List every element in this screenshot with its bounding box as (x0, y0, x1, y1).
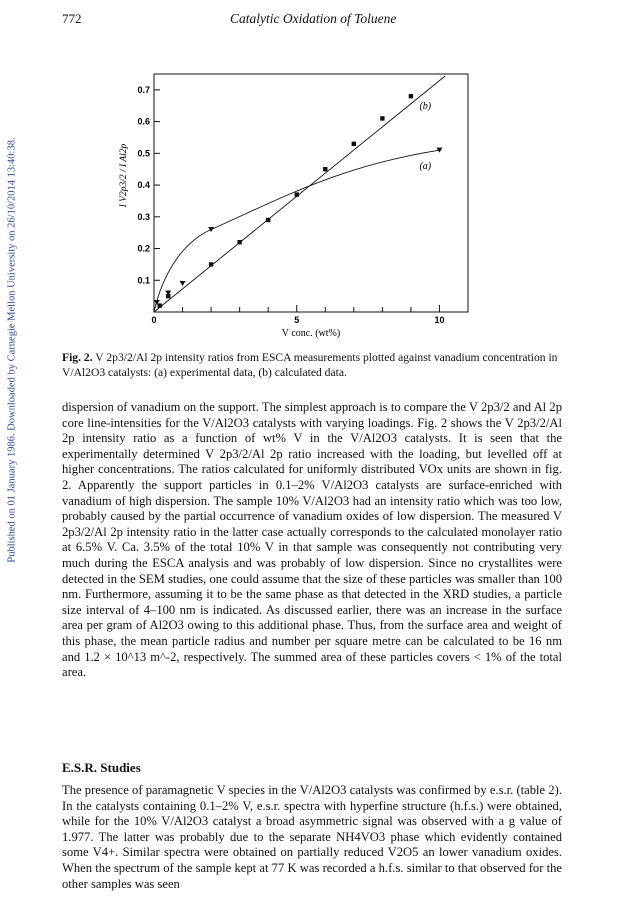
series-b-point-5 (295, 192, 299, 196)
series-b-point-8 (380, 116, 384, 120)
page-number: 772 (62, 11, 82, 26)
body-paragraph-2: The presence of paramagnetic V species in the V/Al2O3 catalysts was confirmed by e.s.r. (table 2). In the catalysts containing 0.1–2% V, e.s.r. spectra with hyperfine structure (h.f.s.) were obtained, while for the 10% V/Al2O3 catalyst a broad asymmetric signal was observed with a g value of 1.977. The latter was probably due to the separate NH4VO3 phase which evidently contained some V4+. Similar spectra were obtained on partially reduced V2O5 an lower vanadium oxides. When the spectrum of the sample kept at 77 K was recorded a h.f.s. similar to that observed for the other samples was seen (62, 783, 562, 891)
section-heading: E.S.R. Studies (62, 760, 141, 775)
x-tick-label-0: 0 (151, 315, 157, 325)
body-paragraph-1: dispersion of vanadium on the support. The simplest approach is to compare the V 2p3/2 and Al 2p core line-intensities for the V/Al2O3 catalysts with varying loadings. Fig. 2 shows the V 2p3/2/Al 2p intensity ratio as a function of wt% V in the V/Al2O3 catalysts. It is seen that the experimentally determined V 2p3/2/Al 2p ratio increased with the loading, but levelled off at higher concentrations. The ratios calculated for uniformly distributed VOx units are shown in fig. 2. Apparently the support particles in 0.1–2% V/Al2O3 catalysts are surface-enriched with vanadium of high dispersion. The sample 10% V/Al2O3 had an intensity ratio which was too low, probably caused by the partial occurrence of vanadium oxides of low dispersion. The measured V 2p3/2/Al 2p intensity ratio in the latter case actually corresponds to the calculated monolayer ratio at 6.5% V. Ca. 3.5% of the total 10% V in that sample was consequently not contributing very much during the ESCA analysis and was probably of low dispersion. Since no crystallites were detected in the SEM studies, one could assume that the size of these particles was smaller than 100 nm. Furthermore, assuming it to be the same phase as that detected in the XRD studies, a particle size interval of 4–100 nm is indicated. As discussed earlier, there was an increase in the surface area per gram of Al2O3 owing to this additional phase. Thus, from the surface area and weight of this phase, the mean particle radius and number per square metre can be calculated to be 16 nm and 1.2 × 10^13 m^-2, respectively. The summed area of these particles covers < 1% of the total area. (62, 400, 562, 680)
download-notice-text: Published on 01 January 1986. Downloaded by Carnegie Mellon University on 26/10/2014 13:40:38. (6, 137, 18, 563)
figure-2-chart (98, 66, 478, 346)
x-tick-label-1: 5 (294, 315, 300, 325)
series-a-point-3 (208, 227, 214, 232)
series-b-point-4 (266, 218, 270, 222)
series-a-label: (a) (419, 161, 432, 173)
x-axis-label: V conc. (wt%) (281, 328, 341, 339)
series-b-point-6 (323, 167, 327, 171)
series-b-label: (b) (419, 100, 432, 112)
download-notice (4, 30, 20, 670)
figure-label: Fig. 2. (62, 351, 93, 364)
series-b-point-9 (409, 94, 413, 98)
figure-caption-text: V 2p3/2/Al 2p intensity ratios from ESCA measurements plotted against vanadium concentration in V/Al2O3 catalysts: (a) experimental data, (b) calculated data. (62, 351, 558, 379)
series-b-point-3 (237, 240, 241, 244)
series-b-point-2 (209, 262, 213, 266)
y-tick-label-1: 0.2 (137, 243, 150, 254)
y-tick-label-4: 0.5 (137, 148, 150, 159)
series-b-point-1 (166, 294, 170, 298)
y-tick-label-6: 0.7 (137, 84, 150, 95)
series-a-curve (154, 150, 439, 312)
figure-caption (62, 351, 562, 380)
x-tick-label-2: 10 (434, 315, 445, 325)
running-title: Catalytic Oxidation of Toluene (230, 11, 397, 26)
series-b-point-7 (352, 142, 356, 146)
y-tick-label-2: 0.3 (137, 211, 150, 222)
y-axis-label: I V2p3/2 / I Al2p (119, 143, 129, 208)
series-a-point-2 (180, 281, 186, 286)
series-b-line (154, 76, 445, 312)
series-b-point-0 (158, 303, 162, 307)
y-tick-label-5: 0.6 (137, 116, 150, 127)
y-tick-label-0: 0.1 (137, 275, 150, 286)
y-tick-label-3: 0.4 (137, 180, 150, 191)
